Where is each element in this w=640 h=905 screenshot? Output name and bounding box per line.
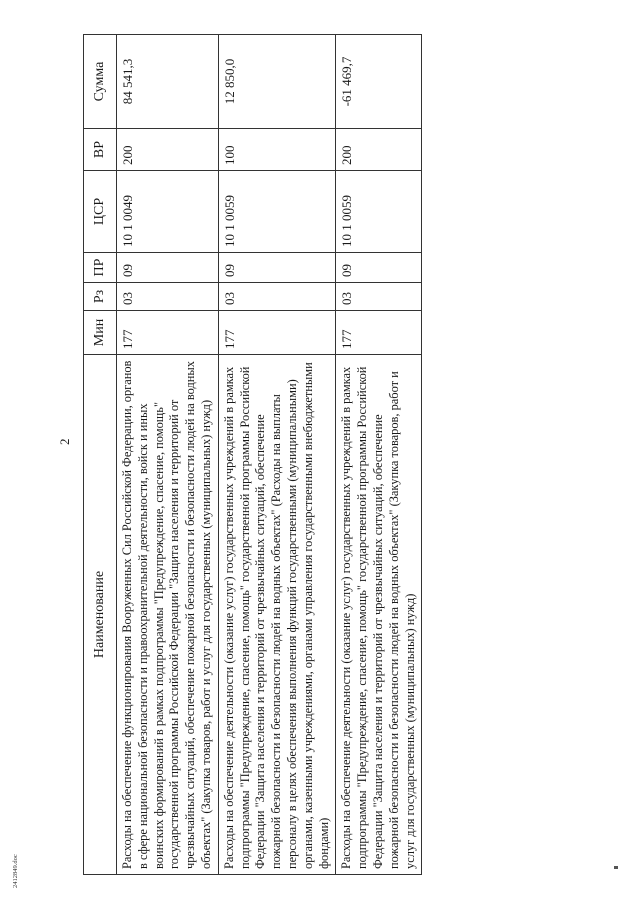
document-code: 2412849.doc bbox=[12, 854, 19, 888]
header-rz: Рз bbox=[84, 283, 117, 311]
row-min: 177 bbox=[336, 311, 422, 355]
row-csr: 10 1 0059 bbox=[218, 171, 336, 253]
row-rz: 03 bbox=[336, 283, 422, 311]
table-header-row bbox=[84, 35, 117, 875]
table-row bbox=[218, 35, 336, 875]
header-pr: ПР bbox=[84, 253, 117, 283]
row-vr: 200 bbox=[117, 129, 219, 171]
scan-mark bbox=[614, 866, 618, 869]
row-pr: 09 bbox=[336, 253, 422, 283]
row-vr: 100 bbox=[218, 129, 336, 171]
row-rz: 03 bbox=[218, 283, 336, 311]
table-row bbox=[117, 35, 219, 875]
header-vr: ВР bbox=[84, 129, 117, 171]
row-name: Расходы на обеспечение функционирования Вооруженных Сил Российской Федерации, органов в сфере национальной безопасности и правоохранительной деятельности, войск и иных воинских формирований в рамках подпрограммы "Предупреждение, спасение, помощь" государственной программы Российской Федерации "Защита населения и территорий от чрезвычайных ситуаций, обеспечение пожарной безопасности и безопасности людей на водных объектах" (Закупка товаров, работ и услуг для государственных (муниципальных) нужд) bbox=[117, 355, 219, 875]
header-csr: ЦСР bbox=[84, 171, 117, 253]
header-sum: Сумма bbox=[84, 35, 117, 129]
row-sum: -61 469,7 bbox=[336, 35, 422, 129]
row-sum: 12 850,0 bbox=[218, 35, 336, 129]
row-vr: 200 bbox=[336, 129, 422, 171]
row-rz: 03 bbox=[117, 283, 219, 311]
header-min: Мин bbox=[84, 311, 117, 355]
budget-table bbox=[83, 34, 422, 875]
table-row bbox=[336, 35, 422, 875]
row-name: Расходы на обеспечение деятельности (оказание услуг) государственных учреждений в рамках подпрограммы "Предупреждение, спасение, помощь" государственной программы Российской Федерации "Защита населения и территорий от чрезвычайных ситуаций, обеспечение пожарной безопасности и безопасности людей на водных объектах" (Расходы на выплаты персоналу в целях обеспечения выполнения функций государственными (муниципальными) органами, казенными учреждениями, органами управления государственными внебюджетными фондами) bbox=[218, 355, 336, 875]
row-min: 177 bbox=[117, 311, 219, 355]
row-min: 177 bbox=[218, 311, 336, 355]
page-number: 2 bbox=[57, 438, 72, 445]
row-pr: 09 bbox=[218, 253, 336, 283]
row-csr: 10 1 0049 bbox=[117, 171, 219, 253]
rotated-page-content bbox=[57, 35, 605, 875]
row-name: Расходы на обеспечение деятельности (оказание услуг) государственных учреждений в рамках подпрограммы "Предупреждение, спасение, помощь" государственной программы Российской Федерации "Защита населения и территорий от чрезвычайных ситуаций, обеспечение пожарной безопасности и безопасности людей на водных объектах" (Закупка товаров, работ и услуг для государственных (муниципальных) нужд) bbox=[336, 355, 422, 875]
row-csr: 10 1 0059 bbox=[336, 171, 422, 253]
header-name: Наименование bbox=[84, 355, 117, 875]
row-sum: 84 541,3 bbox=[117, 35, 219, 129]
row-pr: 09 bbox=[117, 253, 219, 283]
